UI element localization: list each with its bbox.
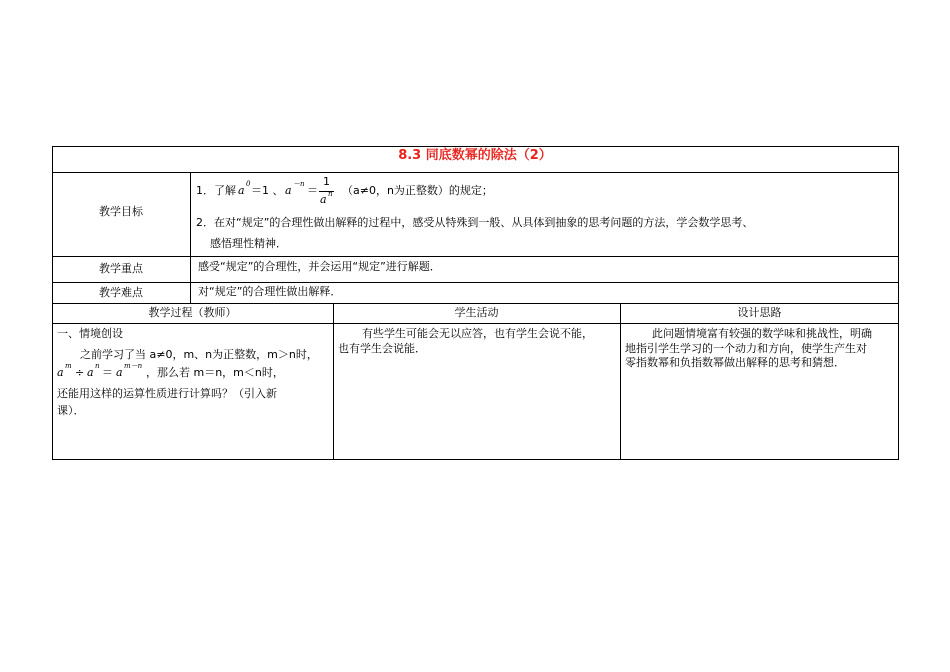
row-divider (52, 282, 899, 283)
process-line3: 还能用这样的运算性质进行计算吗？（引入新 (57, 387, 277, 400)
column-divider (620, 303, 621, 460)
row-divider (52, 172, 899, 173)
design-idea-line3: 零指数幂和负指数幂做出解释的思考和猜想． (625, 356, 845, 369)
formula-am-base: a (57, 366, 64, 379)
fraction-denominator-exp: n (328, 190, 333, 198)
a-zero-equals: ＝1 、 (251, 184, 284, 197)
objective-1-condition: （a≠0，n为正整数）的规定； (342, 184, 493, 197)
row-divider (52, 323, 899, 324)
student-activity-line2: 也有学生会说能． (338, 342, 426, 355)
process-line4: 课）． (57, 404, 85, 417)
objective-2-line1: 2．在对“规定”的合理性做出解释的过程中，感受从特殊到一般、从具体到抽象的思考问题的方法，学会数学思考、 (196, 216, 754, 229)
formula-an-base: a (87, 366, 94, 379)
a-neg-base: a (285, 184, 292, 197)
difficulty-text: 对“规定”的合理性做出解释． (198, 285, 342, 298)
objectives-label: 教学目标 (99, 205, 143, 218)
key-point-text: 感受“规定”的合理性，并会运用“规定”进行解题． (198, 260, 441, 273)
row-divider (52, 303, 899, 304)
formula-equals: ＝ (102, 366, 113, 379)
lesson-title: 8.3 同底数幂的除法（2） (398, 148, 552, 163)
a-neg-equals: ＝ (307, 184, 318, 197)
column-header-design: 设计思路 (737, 306, 782, 319)
key-point-label: 教学重点 (99, 262, 143, 275)
fraction-denominator-base: a (320, 193, 327, 206)
design-idea-line1: 此问题情境富有较强的数学味和挑战性，明确 (652, 327, 872, 340)
row-divider (52, 256, 899, 257)
student-activity-line1: 有些学生可能会无以应答，也有学生会说不能， (362, 327, 593, 340)
fraction-numerator: 1 (323, 175, 330, 188)
formula-am-exp: m (65, 362, 72, 370)
formula-result-base: a (116, 366, 123, 379)
objective-2-line2: 感悟理性精神． (210, 237, 287, 250)
column-header-process: 教学过程（教师） (148, 306, 237, 319)
a-zero-base: a (238, 184, 245, 197)
process-line1: 之前学习了当 a≠0，m、n为正整数，m＞n时， (80, 348, 318, 361)
column-header-student: 学生活动 (454, 306, 499, 319)
formula-an-exp: n (95, 362, 100, 370)
formula-result-exp: m－n (124, 362, 143, 370)
label-column-divider (190, 172, 191, 303)
objective-1-prefix: 1．了解 (196, 184, 236, 197)
a-neg-exp: －n (293, 180, 305, 188)
formula-tail: ，那么若 m＝n，m＜n时， (146, 366, 284, 379)
column-divider (333, 303, 334, 460)
difficulty-label: 教学难点 (99, 286, 143, 299)
design-idea-line2: 地指引学生学习的一个动力和方向，使学生产生对 (625, 342, 867, 355)
a-zero-exp: 0 (246, 180, 251, 188)
formula-divide: ÷ (75, 366, 85, 379)
process-heading: 一、情境创设 (57, 327, 123, 340)
